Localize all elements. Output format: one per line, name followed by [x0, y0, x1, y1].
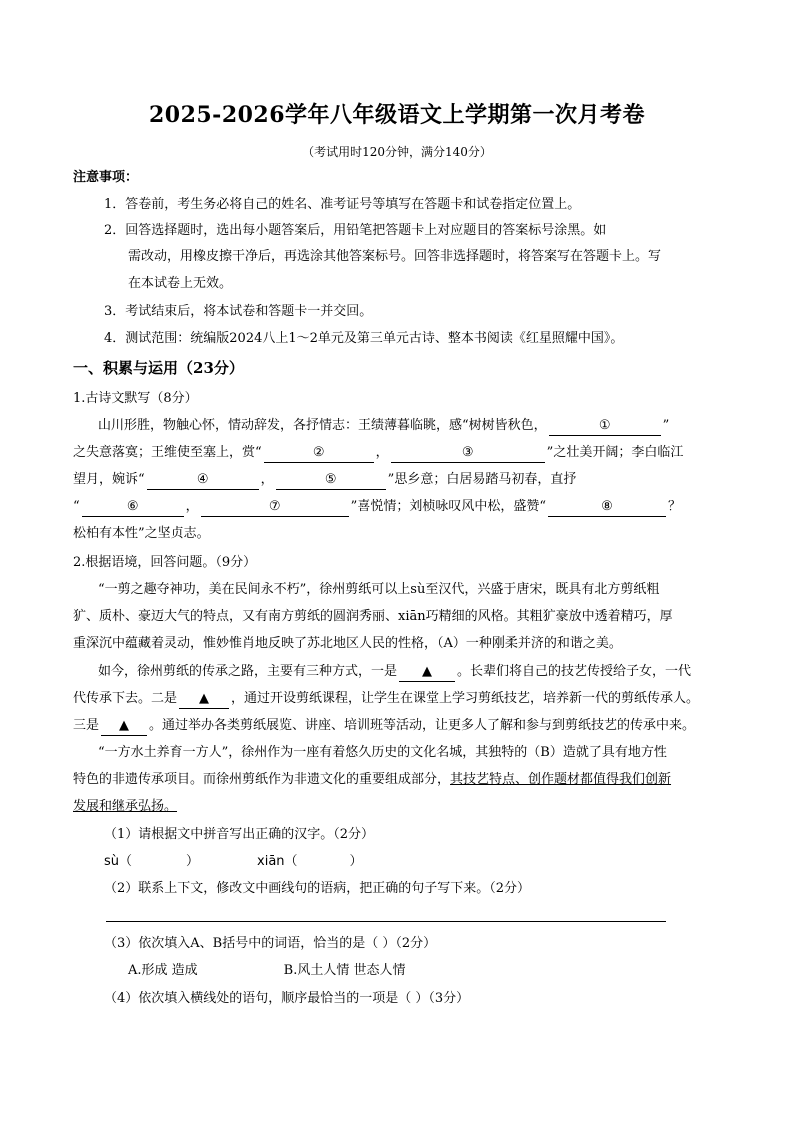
fill-blank-1[interactable]: ▲ — [399, 663, 455, 682]
sub-question-1: （1）请根据文中拼音写出正确的汉字。（2分） — [104, 827, 375, 842]
notes-item-2-end: 在本试卷上无效。 — [128, 276, 233, 291]
answer-blank-7[interactable]: ⑦ — [201, 498, 349, 517]
question-1-label: 1.古诗文默写（8分） — [73, 391, 198, 406]
pinyin-label: xiān（ — [257, 854, 298, 869]
question-2-label: 2.根据语境，回答问题。（9分） — [73, 555, 257, 570]
answer-blank-4[interactable]: ④ — [147, 471, 259, 490]
q1-line-4 — [73, 497, 681, 517]
pinyin-answer-row — [104, 852, 363, 872]
notes-item-1: 1．答卷前，考生务必将自己的姓名、准考证号等填写在答题卡和试卷指定位置上。 — [104, 197, 581, 212]
page-title: 2025-2026学年八年级语文上学期第一次月考卷 — [148, 102, 646, 128]
q1-line-2 — [73, 443, 683, 463]
sub-question-4: （4）依次填入横线处的语句，顺序最恰当的一项是（ ）（3分） — [104, 991, 470, 1006]
fill-blank-3[interactable]: ▲ — [101, 717, 147, 736]
answer-blank-8[interactable]: ⑧ — [548, 498, 666, 517]
notes-item-4: 4．测试范围：统编版2024八上1～2单元及第三单元古诗、整本书阅读《红星照耀中国》。 — [104, 331, 624, 346]
notes-item-3: 3．考试结束后，将本试卷和答题卡一并交回。 — [104, 304, 373, 319]
underlined-sentence-end: 发展和继承弘扬。 — [73, 799, 178, 814]
notes-heading: 注意事项： — [73, 170, 139, 185]
q2-passage-line: “一方水土养育一方人”，徐州作为一座有着悠久历史的文化名城，其独特的（B）造就了具有地方性 — [98, 745, 667, 760]
answer-blank-5[interactable]: ⑤ — [276, 471, 386, 490]
answer-blank-6[interactable]: ⑥ — [82, 498, 184, 517]
q1-text: “ — [73, 499, 80, 514]
pinyin-label: ） — [349, 854, 363, 869]
q1-text: ？ — [667, 499, 681, 514]
q2-text: 三是 — [73, 718, 100, 733]
page-subtitle: （考试用时120分钟，满分140分） — [302, 145, 492, 159]
section-heading: 一、积累与运用（23分） — [73, 359, 244, 377]
q1-line-5: 松柏有本性”之坚贞志。 — [73, 526, 210, 541]
q2-passage-line — [98, 662, 691, 682]
q2-passage-line: 犷、质朴、豪迈大气的特点，又有南方剪纸的圆润秀丽、xiān巧精细的风格。其粗犷豪放中透着精巧，厚 — [73, 609, 673, 624]
q1-text: ， — [375, 445, 389, 460]
answer-line[interactable] — [106, 921, 666, 922]
q1-text: 山川形胜，物触心怀，情动辞发，各抒情志：王绩薄暮临眺，感“树树皆秋色， — [98, 418, 547, 433]
q2-passage-line — [73, 716, 695, 736]
q1-text: ， — [260, 472, 274, 487]
q1-text: ”喜悦情；刘桢咏叹风中松，盛赞“ — [350, 499, 546, 514]
q2-passage-line — [73, 689, 699, 709]
notes-item-2-cont: 需改动，用橡皮擦干净后，再选涂其他答案标号。回答非选择题时，将答案写在答题卡上。写 — [128, 249, 662, 264]
q1-text: ” — [662, 418, 670, 433]
sub-question-3: （3）依次填入A、B括号中的词语，恰当的是（ ）（2分） — [104, 936, 437, 951]
q2-passage-line: “一剪之趣夺神功，美在民间永不朽”，徐州剪纸可以上sù至汉代，兴盛于唐宋，既具有北方剪纸粗 — [98, 582, 660, 597]
q2-text: 。通过举办各类剪纸展览、讲座、培训班等活动，让更多人了解和参与到剪纸技艺的传承中来。 — [149, 718, 696, 733]
answer-blank-2[interactable]: ② — [264, 444, 374, 463]
underlined-sentence: 其技艺特点、创作题材都值得我们创新 — [450, 772, 672, 787]
answer-blank-1[interactable]: ① — [549, 417, 661, 436]
q2-passage-line: 重深沉中蕴藏着灵动，惟妙惟肖地反映了苏北地区人民的性格，（A）一种刚柔并济的和谐之美。 — [73, 636, 622, 651]
sub-question-2: （2）联系上下文，修改文中画线句的语病，把正确的句子写下来。（2分） — [104, 881, 531, 896]
option-b[interactable]: B.风土人情 世态人情 — [283, 963, 406, 978]
q1-line-1 — [98, 416, 669, 436]
q2-text: 特色的非遗传承项目。而徐州剪纸作为非遗文化的重要组成部分， — [73, 772, 451, 787]
answer-blank-3[interactable]: ③ — [391, 444, 545, 463]
q2-text: ，通过开设剪纸课程，让学生在课堂上学习剪纸技艺，培养新一代的剪纸传承人。 — [231, 691, 700, 706]
q1-text: ”思乡意；白居易踏马初春，直抒 — [387, 472, 577, 487]
q2-text: 代传承下去。二是 — [73, 691, 178, 706]
q1-text: 望月，婉诉“ — [73, 472, 145, 487]
option-a[interactable]: A.形成 造成 — [128, 963, 198, 978]
q1-text: 之失意落寞；王维使至塞上，赏“ — [73, 445, 262, 460]
notes-item-2: 2．回答选择题时，选出每小题答案后，用铅笔把答题卡上对应题目的答案标号涂黑。如 — [104, 223, 607, 238]
q1-line-3 — [73, 470, 576, 490]
pinyin-label: ） — [186, 854, 200, 869]
q2-text: 如今，徐州剪纸的传承之路，主要有三种方式，一是 — [98, 664, 398, 679]
q1-text: ， — [185, 499, 199, 514]
q2-text: 。长辈们将自己的技艺传授给子女，一代 — [457, 664, 692, 679]
option-row — [128, 961, 405, 981]
pinyin-label: sù（ — [104, 854, 133, 869]
fill-blank-2[interactable]: ▲ — [179, 690, 229, 709]
q2-passage-line — [73, 770, 671, 790]
q1-text: ”之壮美开阔；李白临江 — [546, 445, 684, 460]
